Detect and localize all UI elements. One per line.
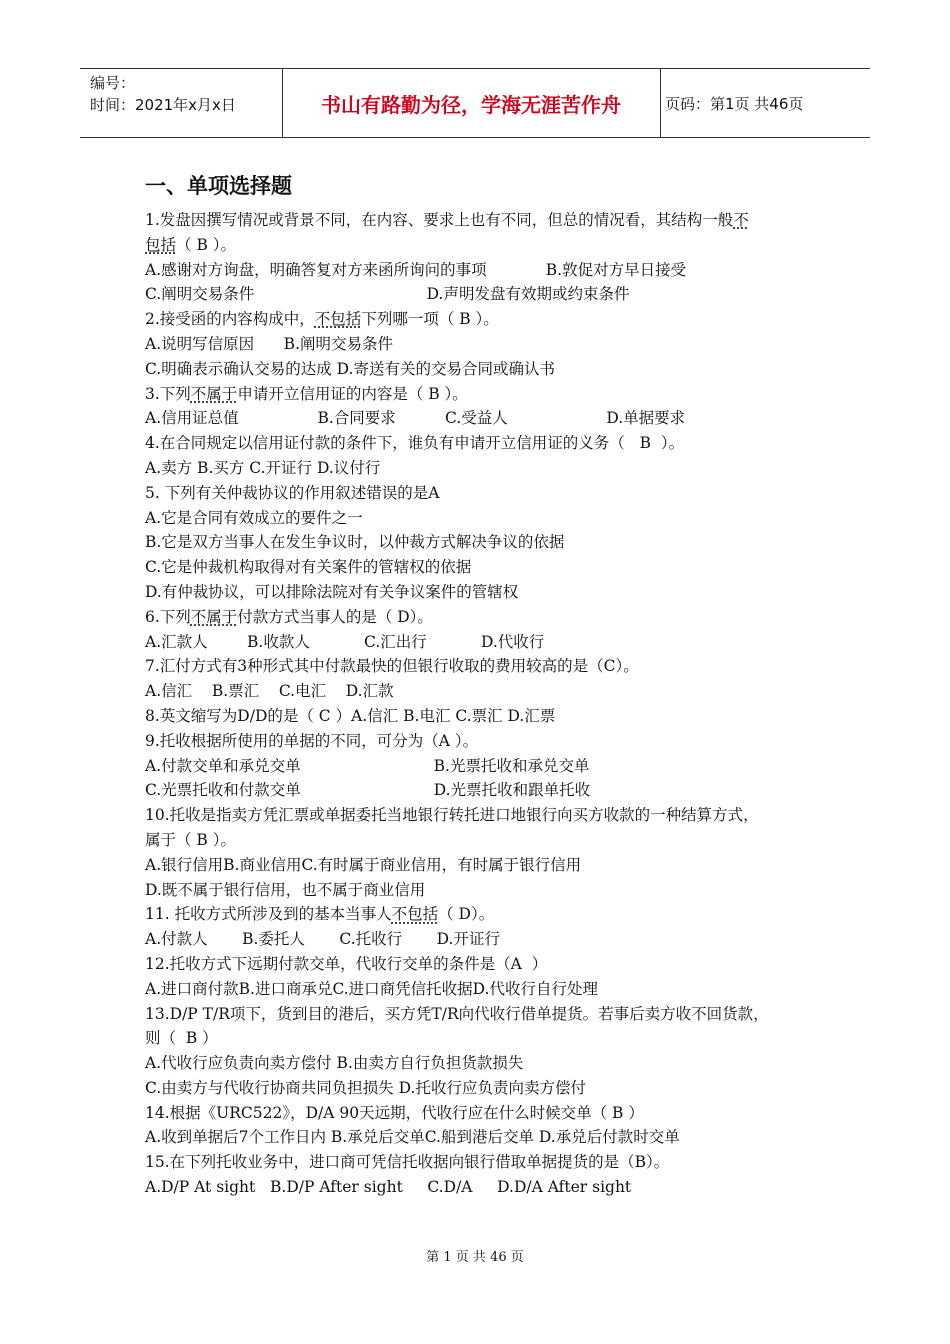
line-text: （ B ）。	[176, 235, 237, 254]
line-text: C.它是仲裁机构取得对有关案件的管辖权的依据	[145, 558, 472, 577]
text-line	[145, 382, 825, 407]
line-text: C.明确表示确认交易的达成 D.寄送有关的交易合同或确认书	[145, 359, 555, 378]
line-text: 属于（ B ）。	[145, 830, 236, 849]
text-line	[145, 878, 825, 903]
text-line	[145, 1026, 825, 1051]
text-line	[145, 530, 825, 555]
underlined-term: 不包括	[314, 310, 362, 329]
text-line	[145, 952, 825, 977]
line-text: 12.托收方式下远期付款交单，代收行交单的条件是（A ）	[145, 954, 548, 973]
line-text: A.银行信用B.商业信用C.有时属于商业信用，有时属于银行信用	[145, 855, 582, 874]
line-text: 5. 下列有关仲裁协议的作用叙述错误的是A	[145, 483, 440, 502]
header-left-cell	[90, 72, 236, 116]
text-line	[145, 406, 825, 431]
text-line	[145, 456, 825, 481]
line-text: 13.D/P T/R项下，货到目的港后，买方凭T/R向代收行借单提货。若事后卖方收不回货款，	[145, 1004, 769, 1023]
line-text: 3.下列	[145, 384, 191, 403]
text-line	[145, 506, 825, 531]
header-motto: 书山有路勤为径，学海无涯苦作舟	[321, 92, 621, 117]
line-text: A.感谢对方询盘，明确答复对方来函所询问的事项 B.敦促对方早日接受	[145, 260, 687, 279]
header-page-info: 页码：第1页 共46页	[665, 94, 804, 113]
line-text: 付款方式当事人的是（ D）。	[237, 607, 433, 626]
text-line	[145, 803, 825, 828]
line-text: A.进口商付款B.进口商承兑C.进口商凭信托收据D.代收行自行处理	[145, 979, 598, 998]
text-line	[145, 704, 825, 729]
line-text: 9.托收根据所使用的单据的不同，可分为（A ）。	[145, 731, 479, 750]
text-line	[145, 927, 825, 952]
line-text: 则（ B ）	[145, 1029, 218, 1048]
text-line	[145, 1076, 825, 1101]
underlined-term: 不	[733, 211, 749, 229]
text-line	[145, 977, 825, 1002]
text-line	[145, 431, 825, 456]
text-line	[145, 630, 825, 655]
text-line	[145, 580, 825, 605]
number-label: 编号：	[90, 74, 136, 92]
text-line	[145, 1125, 825, 1150]
text-line	[145, 778, 825, 803]
underlined-term: 不属于	[190, 384, 238, 403]
text-line	[145, 1175, 825, 1200]
underlined-term: 不包括	[391, 905, 439, 924]
line-text: 1.发盘因撰写情况或背景不同，在内容、要求上也有不同，但总的情况看，其结构一般	[145, 211, 734, 229]
line-text: C.阐明交易条件 D.声明发盘有效期或约束条件	[145, 285, 630, 304]
section-title: 一、单项选择题	[145, 174, 292, 198]
line-text: D.有仲裁协议，可以排除法院对有关争议案件的管辖权	[145, 582, 519, 601]
underlined-term: 包括	[145, 235, 177, 254]
text-line	[145, 679, 825, 704]
text-line	[145, 902, 825, 927]
line-text: 15.在下列托收业务中，进口商可凭信托收据向银行借取单据提货的是（B）。	[145, 1153, 670, 1172]
text-line	[145, 729, 825, 754]
text-line	[145, 555, 825, 580]
header-divider	[660, 69, 661, 137]
text-line	[145, 654, 825, 679]
text-line	[145, 357, 825, 382]
line-text: A.汇款人 B.收款人 C.汇出行 D.代收行	[145, 632, 545, 651]
line-text: 8.英文缩写为D/D的是（ C ）A.信汇 B.电汇 C.票汇 D.汇票	[145, 706, 556, 725]
line-text: A.卖方 B.买方 C.开证行 D.议付行	[145, 458, 381, 477]
text-line	[145, 1150, 825, 1175]
line-text: 2.接受函的内容构成中，	[145, 310, 315, 329]
line-text: B.它是双方当事人在发生争议时，以仲裁方式解决争议的依据	[145, 533, 565, 552]
text-line	[145, 1002, 825, 1027]
underlined-term: 不属于	[190, 607, 238, 626]
text-line	[145, 1101, 825, 1126]
text-line	[145, 853, 825, 878]
line-text: 申请开立信用证的内容是（ B ）。	[237, 384, 468, 403]
text-line	[145, 233, 825, 258]
line-text: 4.在合同规定以信用证付款的条件下，谁负有申请开立信用证的义务（ B ）。	[145, 434, 685, 453]
line-text: 10.托收是指卖方凭汇票或单据委托当地银行转托进口地银行向买方收款的一种结算方式，	[145, 806, 759, 825]
line-text: 6.下列	[145, 607, 191, 626]
line-text: 11. 托收方式所涉及到的基本当事人	[145, 905, 392, 924]
text-line	[145, 1051, 825, 1076]
line-text: 7.汇付方式有3种形式其中付款最快的但银行收取的费用较高的是（C）。	[145, 657, 639, 676]
line-text: 下列哪一项（ B ）。	[361, 310, 499, 329]
line-text: A.收到单据后7个工作日内 B.承兑后交单C.船到港后交单 D.承兑后付款时交单	[145, 1128, 680, 1147]
date-label: 时间：2021年x月x日	[90, 96, 236, 114]
line-text: C.由卖方与代收行协商共同负担损失 D.托收行应负责向卖方偿付	[145, 1078, 586, 1097]
line-text: 14.根据《URC522》，D/A 90天远期，代收行应在什么时候交单（ B ）	[145, 1103, 644, 1122]
line-text: A.说明写信原因 B.阐明交易条件	[145, 334, 394, 353]
line-text: A.信汇 B.票汇 C.电汇 D.汇款	[145, 682, 394, 701]
line-text: A.信用证总值 B.合同要求 C.受益人 D.单据要求	[145, 409, 686, 428]
question-body	[145, 208, 825, 1200]
text-line	[145, 208, 825, 233]
line-text: A.D/P At sight B.D/P After sight C.D/A D.D/A After sight	[145, 1178, 632, 1197]
page-footer: 第 1 页 共 46 页	[426, 1250, 524, 1265]
line-text: A.付款人 B.委托人 C.托收行 D.开证行	[145, 930, 500, 949]
line-text: A.代收行应负责向卖方偿付 B.由卖方自行负担货款损失	[145, 1054, 524, 1073]
text-line	[145, 481, 825, 506]
line-text: （ D）。	[438, 905, 495, 924]
text-line	[145, 282, 825, 307]
text-line	[145, 754, 825, 779]
text-line	[145, 332, 825, 357]
text-line	[145, 258, 825, 283]
line-text: A.它是合同有效成立的要件之一	[145, 508, 363, 527]
text-line	[145, 828, 825, 853]
text-line	[145, 307, 825, 332]
header-table	[80, 68, 870, 138]
line-text: D.既不属于银行信用，也不属于商业信用	[145, 880, 426, 899]
line-text: C.光票托收和付款交单 D.光票托收和跟单托收	[145, 781, 591, 800]
text-line	[145, 605, 825, 630]
line-text: A.付款交单和承兑交单 B.光票托收和承兑交单	[145, 756, 590, 775]
